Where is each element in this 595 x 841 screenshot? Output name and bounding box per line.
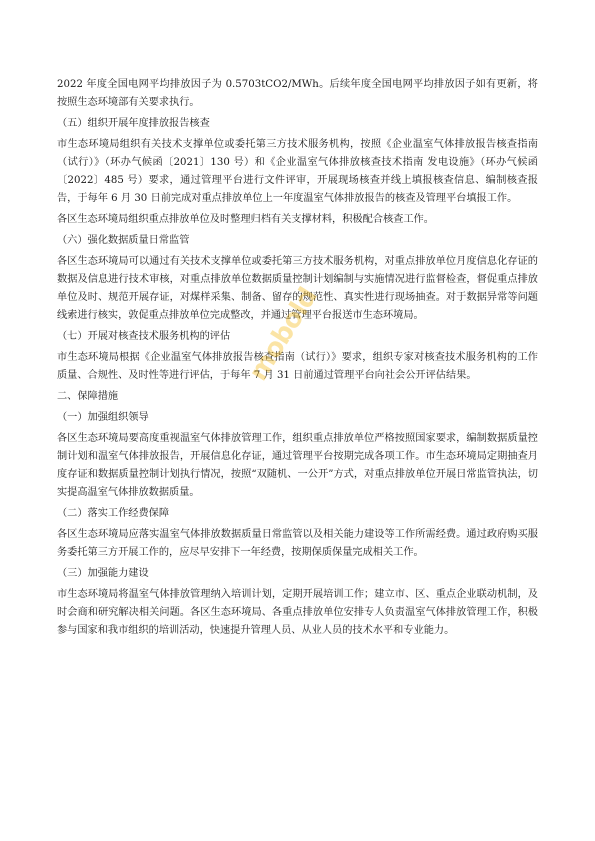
heading-safeguard-measures: 二、保障措施 xyxy=(57,391,119,402)
heading-annual-verification: （五）组织开展年度排放报告核查 xyxy=(57,118,210,129)
paragraph-organizational-leadership: 各区生态环境局要高度重视温室气体排放管理工作，组织重点排放单位严格按照国家要求，编制数据质量控制计划和温室气体排放报告，开展信息化存证，通过管理平台按期完成各项工作。市生态环境局定期抽查月度存证和数据质量控制计划执行情况，按照“双随机、一公开”方式，对重点排放单位开展日常监管执法，切实提高温室气体排放数据质量。 xyxy=(57,433,538,498)
heading-agency-evaluation: （七）开展对核查技术服务机构的评估 xyxy=(57,331,231,342)
heading-funding-guarantee: （二）落实工作经费保障 xyxy=(57,508,170,519)
paragraph-district-cooperation: 各区生态环境局组织重点排放单位及时整理归档有关支撑材料，积极配合核查工作。 xyxy=(57,214,434,225)
paragraph-capacity-building: 市生态环境局将温室气体排放管理纳入培训计划，定期开展培训工作；建立市、区、重点企业联动机制，及时会商和研究解决相关问题。各区生态环境局、各重点排放单位安排专人负责温室气体排放管理工作，积极参与国家和我市组织的培训活动，快速提升管理人员、从业人员的技术水平和专业能力。 xyxy=(57,589,538,636)
paragraph-funding-guarantee: 各区生态环境局应落实温室气体排放数据质量日常监管以及相关能力建设等工作所需经费。通过政府购买服务委托第三方开展工作的，应尽早安排下一年经费，按期保质保量完成相关工作。 xyxy=(57,529,538,558)
paragraph-agency-evaluation: 市生态环境局根据《企业温室气体排放报告核查指南（试行）》要求，组织专家对核查技术服务机构的工作质量、合规性、及时性等进行评估，于每年 7 月 31 日前通过管理平台向社会公开评估结果。 xyxy=(57,352,538,381)
paragraph-verification-process: 市生态环境局组织有关技术支撑单位或委托第三方技术服务机构，按照《企业温室气体排放报告核查指南（试行）》（环办气候函〔2021〕130 号）和《企业温室气体排放核查技术指南 发电设施》（环办气候函〔2022〕485 号）要求，通过管理平台进行文件评审，开展现场核查并线上填报核查信息、编制核查报告，于每年 6 月 30 日前完成对重点排放单位上一年度温室气体排放报告的核查及管理平台填报工作。 xyxy=(57,139,538,204)
watermark-logo: mobold xyxy=(243,283,324,387)
heading-data-quality-supervision: （六）强化数据质量日常监管 xyxy=(57,235,190,246)
heading-organizational-leadership: （一）加强组织领导 xyxy=(57,412,149,423)
paragraph-data-quality-supervision: 各区生态环境局可以通过有关技术支撑单位或委托第三方技术服务机构，对重点排放单位月度信息化存证的数据及信息进行技术审核，对重点排放单位数据质量控制计划编制与实施情况进行监督检查，督促重点排放单位及时、规范开展存证，对煤样采集、制备、留存的规范性、真实性进行现场抽查。对于数据异常等问题线索进行核实，敦促重点排放单位完成整改，并通过管理平台报送市生态环境局。 xyxy=(57,256,538,321)
paragraph-grid-factor: 2022 年度全国电网平均排放因子为 0.5703tCO2/MWh。后续年度全国电网平均排放因子如有更新，将按照生态环境部有关要求执行。 xyxy=(57,79,538,108)
heading-capacity-building: （三）加强能力建设 xyxy=(57,568,149,579)
